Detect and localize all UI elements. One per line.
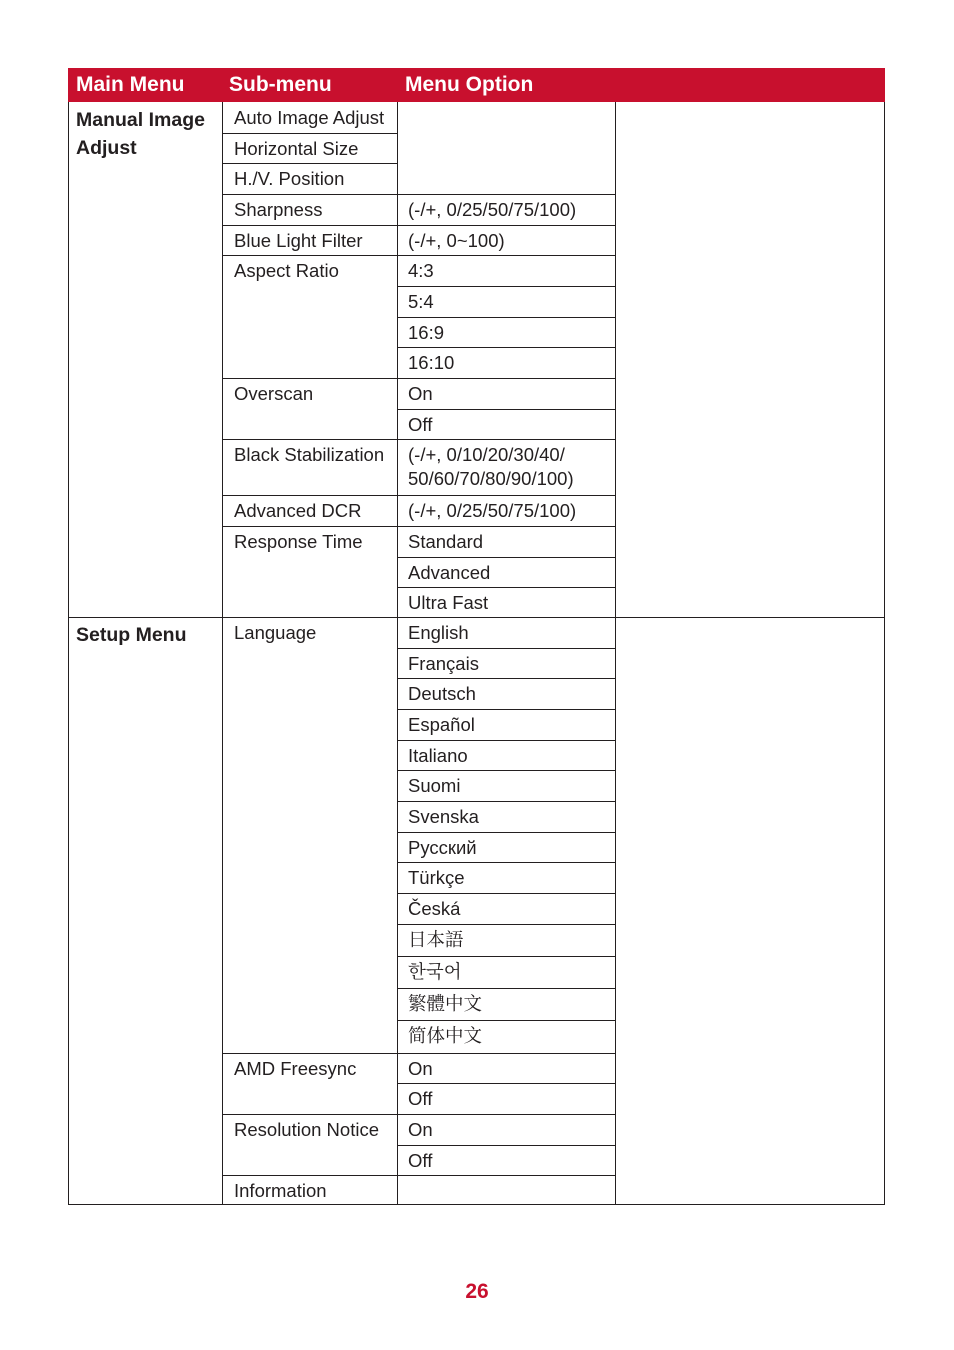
menu-option-value: On [408,1057,433,1079]
table-hline [397,648,615,649]
table-hline [397,194,615,195]
table-hline [397,988,615,989]
menu-option-value: Off [408,413,433,435]
menu-option-value: 한국어 [408,960,462,982]
table-vline [68,102,69,1205]
menu-option-value: (-/+, 0/25/50/75/100) [408,500,577,522]
sub-menu-item: Black Stabilization [234,444,385,466]
table-header [68,68,885,102]
table-vline [884,102,885,1205]
menu-option-value: Off [408,1088,433,1110]
table-hline [222,255,615,256]
menu-option-value: (-/+, 0/10/20/30/40/ 50/60/70/80/90/100) [408,444,574,490]
menu-option-value: Česká [408,898,461,920]
menu-option-value: (-/+, 0~100) [408,229,505,251]
menu-option-value: Off [408,1149,433,1171]
table-hline [222,526,615,527]
table-hline [397,770,615,771]
table-hline [397,678,615,679]
header-menu-option: Menu Option [405,73,534,96]
sub-menu-item: Overscan [234,383,314,405]
menu-option-value: (-/+, 0/25/50/75/100) [408,199,577,220]
table-hline [397,409,615,410]
menu-option-value: Ultra Fast [408,592,489,614]
menu-option-value: 简体中文 [408,1025,483,1047]
table-hline [222,163,397,164]
menu-option-value: 繁體中文 [408,993,483,1015]
menu-option-value: 日本語 [408,928,464,950]
sub-menu-item: Auto Image Adjust [234,107,385,128]
table-hline [222,225,615,226]
table-hline [397,1020,615,1021]
table-hline [397,286,615,287]
table-hline [222,439,615,440]
table-hline [222,194,397,195]
sub-menu-item: Advanced DCR [234,500,362,522]
sub-menu-item: Language [234,622,317,643]
table-hline [397,587,615,588]
main-menu-label: Setup Menu [76,624,187,646]
table-hline [397,893,615,894]
sub-menu-item: AMD Freesync [234,1057,357,1079]
table-vline [397,102,398,1205]
menu-option-value: Deutsch [408,683,476,705]
sub-menu-item: Response Time [234,531,363,553]
table-hline [397,832,615,833]
menu-option-value: English [408,622,469,643]
menu-option-value: 5:4 [408,291,434,313]
table-hline [68,617,885,618]
menu-option-value: Advanced [408,561,491,583]
menu-option-value: Italiano [408,744,468,766]
table-vline [222,102,223,1205]
table-hline [222,1114,615,1115]
table-hline [397,709,615,710]
header-main-menu: Main Menu [76,73,185,96]
header-sub-menu: Sub-menu [229,73,332,96]
menu-option-value: Русский [408,836,477,858]
table-hline [222,1175,615,1176]
table-hline [397,1145,615,1146]
main-menu-label: Manual Image [76,109,205,131]
menu-option-value: 16:10 [408,352,455,374]
table-hline [397,317,615,318]
table-hline [397,557,615,558]
menu-option-value: On [408,1118,433,1140]
menu-option-value: Standard [408,531,484,553]
sub-menu-item: Information [234,1180,327,1202]
menu-option-value: Svenska [408,806,479,828]
page-number: 26 [465,1280,489,1303]
table-hline [222,1053,615,1054]
sub-menu-item: Sharpness [234,199,323,220]
menu-option-value: 16:9 [408,321,445,343]
menu-option-value: Türkçe [408,867,465,889]
menu-option-value: Español [408,714,475,735]
sub-menu-item: H./V. Position [234,168,345,190]
sub-menu-item: Horizontal Size [234,137,359,159]
main-menu-label: Adjust [76,137,137,159]
sub-menu-item: Blue Light Filter [234,229,363,251]
menu-option-value: Suomi [408,775,461,797]
table-hline [222,378,615,379]
menu-option-value: 4:3 [408,260,434,282]
menu-option-value: Français [408,652,479,674]
table-hline [222,495,615,496]
sub-menu-item: Resolution Notice [234,1118,379,1140]
menu-option-value: On [408,383,433,405]
table-hline [397,1083,615,1084]
menu-table [68,102,885,1205]
sub-menu-item: Aspect Ratio [234,260,339,282]
table-hline [397,347,615,348]
table-hline [397,740,615,741]
table-hline [397,924,615,925]
table-hline [397,956,615,957]
table-vline [615,102,616,1205]
table-hline [222,133,397,134]
table-hline [68,1204,885,1205]
table-hline [397,862,615,863]
table-hline [397,801,615,802]
